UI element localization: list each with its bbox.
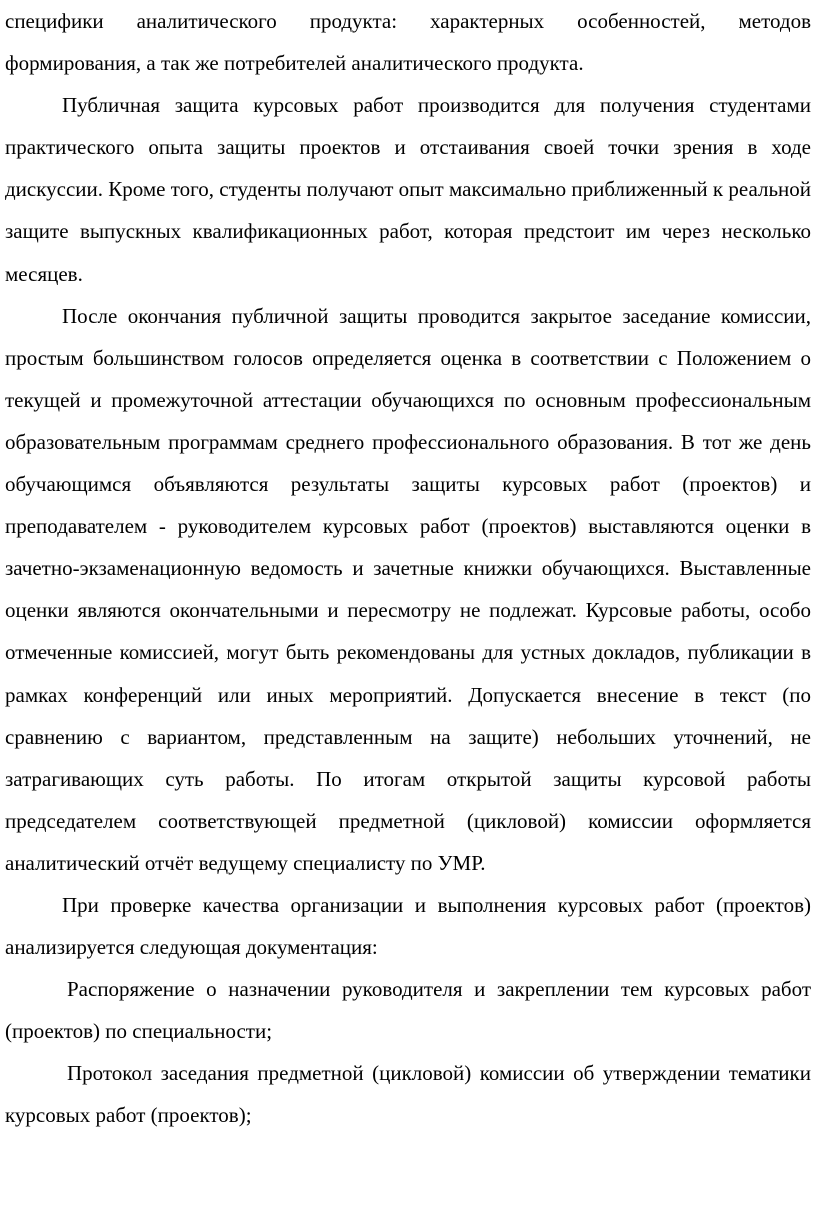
paragraph-quality-check: При проверке качества организации и выполнения курсовых работ (проектов) анализируется следующая документация: xyxy=(5,892,811,960)
paragraph-closed-session: После окончания публичной защиты проводится закрытое заседание комиссии, простым большинством голосов определяется оценка в соответствии с Положением о текущей и промежуточной аттестации обучающихся по основным профессиональным образовательным программам среднего профессионального образования. В тот же день обучающимся объявляются результаты защиты курсовых работ (проектов) и преподавателем - руководителем курсовых работ (проектов) выставляются оценки в зачетно-экзаменационную ведомость и зачетные книжки обучающихся. Выставленные оценки являются окончательными и пересмотру не подлежат. Курсовые работы, особо отмеченные комиссией, могут быть рекомендованы для устных докладов, публикации в рамках конференций или иных мероприятий. Допускается внесение в текст (по сравнению с вариантом, представленным на защите) небольших уточнений, не затрагивающих суть работы. По итогам открытой защиты курсовой работы председателем соответствующей предметной (цикловой) комиссии оформляется аналитический отчёт ведущему специалисту по УМР. xyxy=(5,303,811,875)
paragraph-public-defense: Публичная защита курсовых работ производится для получения студентами практического опыта защиты проектов и отстаивания своей точки зрения в ходе дискуссии. Кроме того, студенты получают опыт максимально приближенный к реальной защите выпускных квалификационных работ, которая предстоит им через несколько месяцев. xyxy=(5,93,811,286)
list-item-protocol: Протокол заседания предметной (цикловой) комиссии об утверждении тематики курсовых работ (проектов); xyxy=(5,1061,811,1128)
paragraph-continuation: специфики аналитического продукта: характерных особенностей, методов формирования, а так же потребителей аналитического продукта. xyxy=(5,9,811,76)
document-page xyxy=(5,0,811,1137)
list-item-order: Распоряжение о назначении руководителя и закреплении тем курсовых работ (проектов) по специальности; xyxy=(5,977,811,1044)
